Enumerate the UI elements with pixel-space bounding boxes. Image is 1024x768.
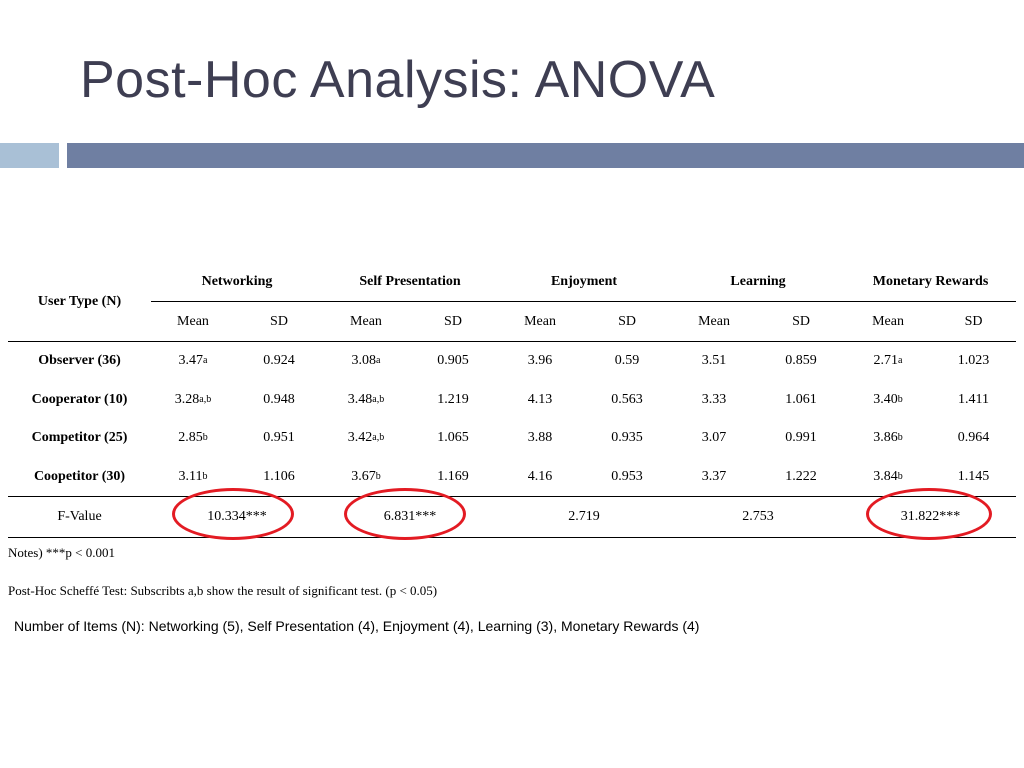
sd-cell: 0.859 [785, 353, 817, 369]
highlight-circle-networking [172, 488, 294, 540]
mean-value: 3.48 [347, 391, 373, 407]
mean-value: 3.88 [527, 430, 553, 446]
significance-note: Notes) ***p < 0.001 [8, 545, 115, 560]
mean-value: 3.84 [873, 468, 898, 484]
mean-cell [323, 381, 409, 420]
subscript: a,b [372, 432, 385, 444]
row-label: Cooperator (10) [31, 391, 128, 407]
mean-value: 3.67 [351, 468, 376, 484]
mean-value: 3.47 [178, 353, 204, 369]
group-header-enjoyment: Enjoyment [550, 274, 618, 289]
mean-cell [497, 419, 583, 458]
subscript: b [375, 470, 381, 482]
mean-value: 3.37 [701, 468, 727, 484]
mean-header: Mean [497, 302, 583, 342]
mean-value: 3.08 [351, 353, 377, 369]
subscript: a [376, 355, 381, 367]
sd-cell: 0.964 [957, 430, 990, 446]
f-value-enjoyment: 2.719 [497, 497, 671, 538]
f-value-label: F-Value [8, 497, 151, 538]
table-row [8, 381, 1016, 420]
mean-cell [671, 419, 757, 458]
sd-header: SD [931, 302, 1016, 342]
mean-cell [845, 381, 931, 420]
mean-value: 4.13 [527, 391, 553, 407]
header-row-stats [8, 302, 1016, 342]
group-header-networking: Networking [201, 274, 273, 289]
mean-value: 3.28 [174, 391, 200, 407]
f-value-row [8, 497, 1016, 538]
mean-cell [497, 458, 583, 497]
sd-cell: 0.563 [611, 391, 643, 407]
user-type-header: User Type (N) [8, 263, 151, 342]
sd-cell: 0.991 [785, 430, 817, 446]
subscript: b [897, 470, 903, 482]
highlight-circle-monetary-rewards [866, 488, 992, 540]
mean-cell [151, 419, 235, 458]
sd-cell: 1.145 [931, 458, 1016, 497]
sd-cell: 0.935 [611, 430, 643, 446]
mean-value: 2.85 [178, 430, 203, 446]
table-row [8, 342, 1016, 381]
subscript: b [897, 432, 903, 444]
subscript: a [203, 355, 208, 367]
anova-table [8, 263, 1016, 538]
title-accent-bar-left [0, 143, 59, 168]
subscript: a,b [199, 393, 212, 405]
subscript: b [897, 393, 903, 405]
mean-cell [845, 342, 931, 381]
sd-cell: 1.222 [757, 458, 845, 497]
mean-cell [671, 342, 757, 381]
sd-cell: 0.59 [614, 353, 640, 369]
mean-cell [323, 419, 409, 458]
table-row [8, 419, 1016, 458]
f-value-learning: 2.753 [671, 497, 845, 538]
mean-value: 3.40 [873, 391, 898, 407]
group-header-self-presentation: Self Presentation [359, 274, 461, 289]
mean-cell [845, 419, 931, 458]
highlight-circle-self-presentation [344, 488, 466, 540]
mean-cell [497, 381, 583, 420]
scheffe-note: Post-Hoc Scheffé Test: Subscribts a,b show the result of significant test. (p < 0.05) [8, 583, 438, 598]
sd-cell: 0.924 [263, 353, 295, 369]
sd-header: SD [757, 302, 845, 342]
sd-cell: 0.905 [437, 353, 469, 369]
sd-cell: 1.023 [957, 353, 990, 369]
mean-header: Mean [151, 302, 235, 342]
sd-header: SD [235, 302, 323, 342]
sd-cell: 0.948 [263, 391, 295, 407]
slide-title: Post-Hoc Analysis: ANOVA [80, 51, 716, 109]
sd-cell: 1.219 [437, 391, 469, 407]
row-label: Observer (36) [38, 353, 121, 369]
sd-cell: 1.065 [437, 430, 469, 446]
mean-cell [151, 342, 235, 381]
f-value-monetary-rewards: 31.822*** [845, 497, 1016, 538]
subscript: b [202, 432, 208, 444]
mean-value: 3.33 [701, 391, 727, 407]
mean-cell [151, 381, 235, 420]
group-header-monetary-rewards: Monetary Rewards [872, 274, 989, 289]
mean-cell [671, 381, 757, 420]
group-header-learning: Learning [730, 274, 786, 289]
mean-header: Mean [323, 302, 409, 342]
sd-cell: 1.169 [409, 458, 497, 497]
mean-value: 3.96 [527, 353, 553, 369]
mean-value: 3.51 [701, 353, 727, 369]
sd-cell: 1.061 [785, 391, 817, 407]
mean-cell [671, 458, 757, 497]
row-label: Competitor (25) [31, 430, 128, 446]
sd-cell: 1.411 [958, 391, 990, 407]
items-note: Number of Items (N): Networking (5), Self Presentation (4), Enjoyment (4), Learning (3), Monetary Rewards (4) [14, 618, 700, 634]
row-label: Coopetitor (30) [8, 458, 151, 497]
subscript: b [202, 470, 208, 482]
mean-value: 3.07 [701, 430, 727, 446]
mean-value: 2.71 [873, 353, 899, 369]
subscript: a [898, 355, 903, 367]
mean-value: 4.16 [527, 468, 553, 484]
mean-cell [323, 342, 409, 381]
subscript: a,b [372, 393, 385, 405]
mean-value: 3.42 [347, 430, 373, 446]
sd-cell: 1.106 [235, 458, 323, 497]
sd-cell: 0.951 [263, 430, 295, 446]
mean-value: 3.11 [178, 468, 203, 484]
mean-header: Mean [845, 302, 931, 342]
mean-header: Mean [671, 302, 757, 342]
header-row-groups [8, 263, 1016, 302]
sd-header: SD [583, 302, 671, 342]
sd-header: SD [409, 302, 497, 342]
sd-cell: 0.953 [583, 458, 671, 497]
table-row [8, 458, 1016, 497]
mean-value: 3.86 [873, 430, 898, 446]
f-value-networking: 10.334*** [151, 497, 323, 538]
title-accent-bar [67, 143, 1024, 168]
mean-cell [497, 342, 583, 381]
f-value-self-presentation: 6.831*** [323, 497, 497, 538]
